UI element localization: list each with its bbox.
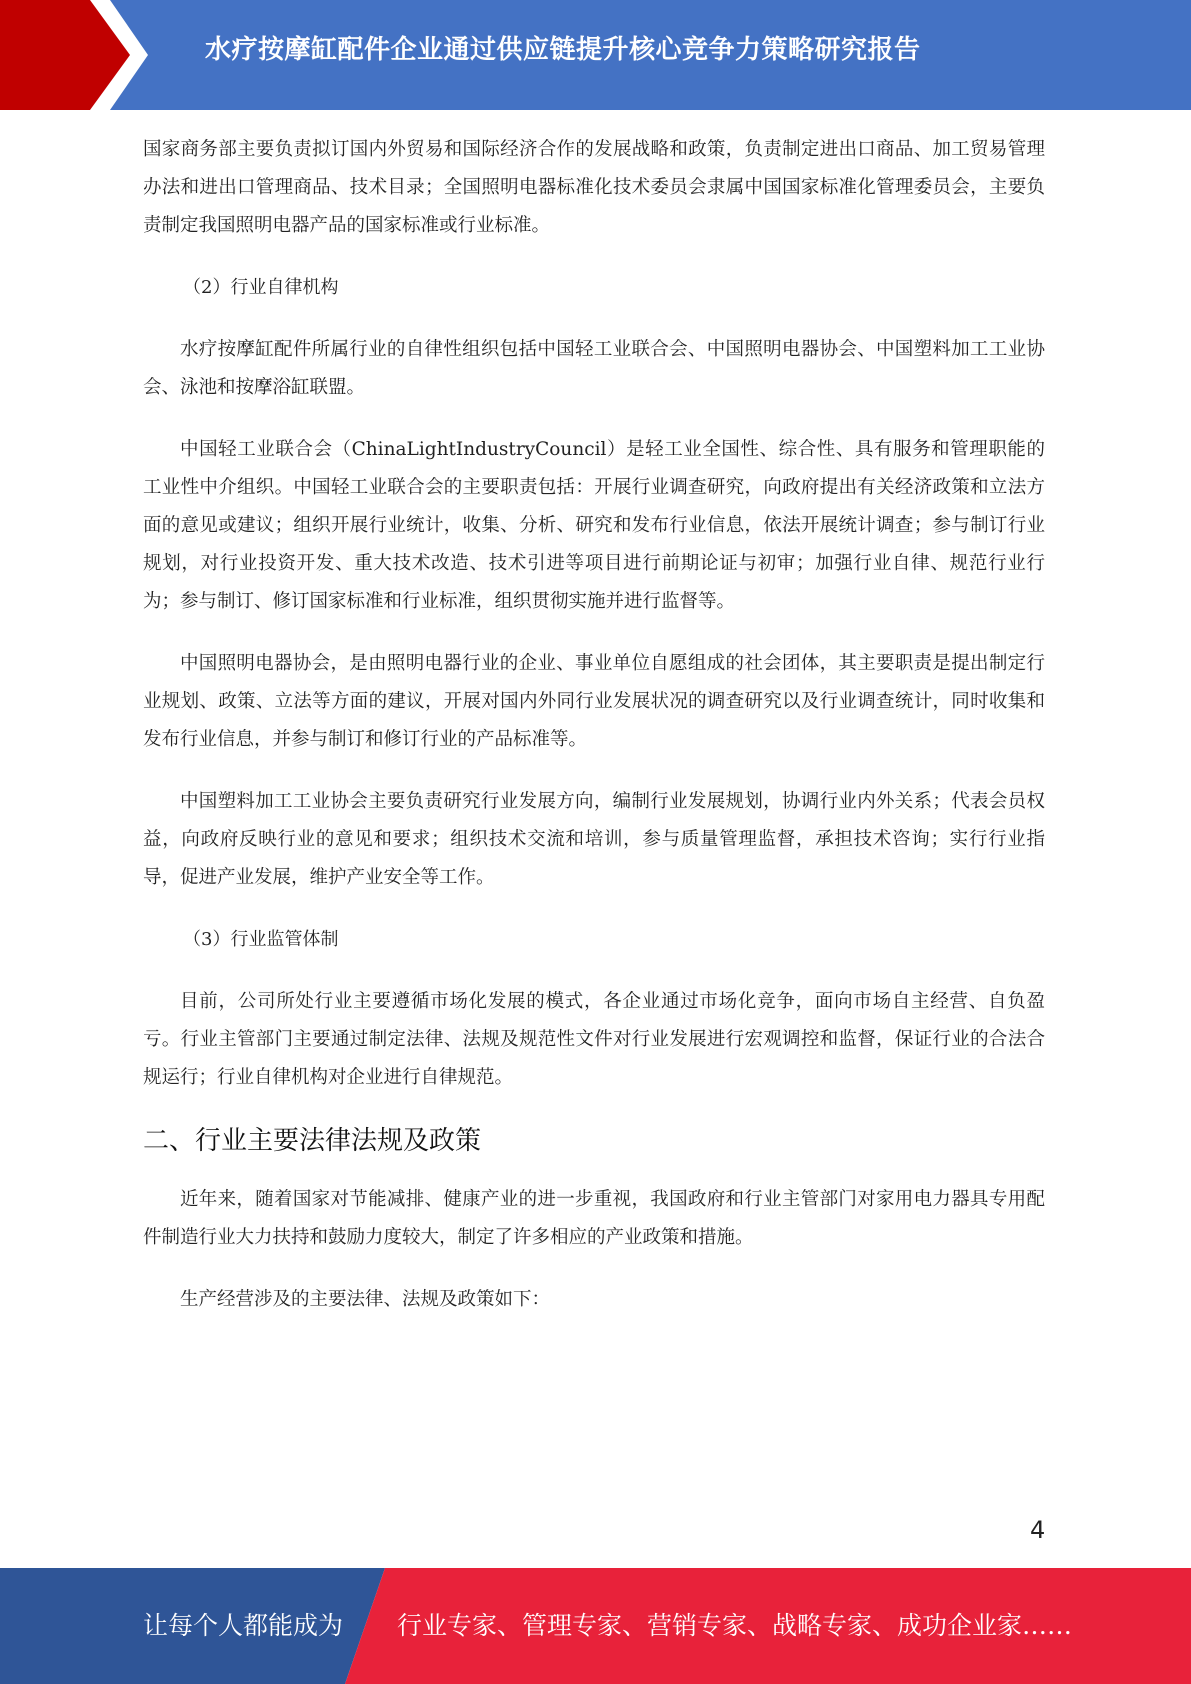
paragraph-light-industry-council: 中国轻工业联合会（ChinaLightIndustryCouncil）是轻工业全国性、综合性、具有服务和管理职能的工业性中介组织。中国轻工业联合会的主要职责包括：开展行业调查研究，向政府提出有关经济政策和立法方面的意见或建议；组织开展行业统计，收集、分析、研究和发布行业信息，依法开展统计调查；参与制订行业规划，对行业投资开发、重大技术改造、技术引进等项目进行前期论证与初审；加强行业自律、规范行业行为；参与制订、修订国家标准和行业标准，组织贯彻实施并进行监督等。 [143,439,1045,612]
subheading-regulatory-system: （3）行业监管体制 [183,929,339,950]
subheading-self-regulatory: （2）行业自律机构 [183,277,339,298]
page-header [0,0,1191,110]
report-title: 水疗按摩缸配件企业通过供应链提升核心竞争力策略研究报告 [205,35,921,65]
paragraph-laws-intro: 生产经营涉及的主要法律、法规及政策如下： [180,1289,551,1310]
page-number: 4 [1030,1516,1046,1544]
paragraph-commerce-ministry: 国家商务部主要负责拟订国内外贸易和国际经济合作的发展战略和政策，负责制定进出口商品、加工贸易管理办法和进出口管理商品、技术目录；全国照明电器标准化技术委员会隶属中国国家标准化管理委员会，主要负责制定我国照明电器产品的国家标准或行业标准。 [143,139,1045,236]
paragraph-policy-support: 近年来，随着国家对节能减排、健康产业的进一步重视，我国政府和行业主管部门对家用电力器具专用配件制造行业大力扶持和鼓励力度较大，制定了许多相应的产业政策和措施。 [143,1189,1045,1248]
paragraph-regulatory-system: 目前，公司所处行业主要遵循市场化发展的模式，各企业通过市场化竞争，面向市场自主经营、自负盈亏。行业主管部门主要通过制定法律、法规及规范性文件对行业发展进行宏观调控和监督，保证行业的合法合规运行；行业自律机构对企业进行自律规范。 [143,991,1045,1088]
paragraph-lighting-association: 中国照明电器协会，是由照明电器行业的企业、事业单位自愿组成的社会团体，其主要职责是提出制定行业规划、政策、立法等方面的建议，开展对国内外同行业发展状况的调查研究以及行业调查统计，同时收集和发布行业信息，并参与制订和修订行业的产品标准等。 [143,653,1045,750]
footer-slogan-left: 让每个人都能成为 [143,1611,344,1640]
paragraph-self-regulatory-orgs: 水疗按摩缸配件所属行业的自律性组织包括中国轻工业联合会、中国照明电器协会、中国塑料加工工业协会、泳池和按摩浴缸联盟。 [143,339,1045,398]
section-heading-laws: 二、行业主要法律法规及政策 [143,1126,482,1156]
page-footer [0,1568,1191,1684]
paragraph-plastics-association: 中国塑料加工工业协会主要负责研究行业发展方向，编制行业发展规划，协调行业内外关系；代表会员权益，向政府反映行业的意见和要求；组织技术交流和培训，参与质量管理监督，承担技术咨询；实行行业指导，促进产业发展，维护产业安全等工作。 [143,791,1045,888]
footer-slogan-right: 行业专家、管理专家、营销专家、战略专家、成功企业家…… [397,1611,1073,1640]
page-content [143,131,1045,1343]
